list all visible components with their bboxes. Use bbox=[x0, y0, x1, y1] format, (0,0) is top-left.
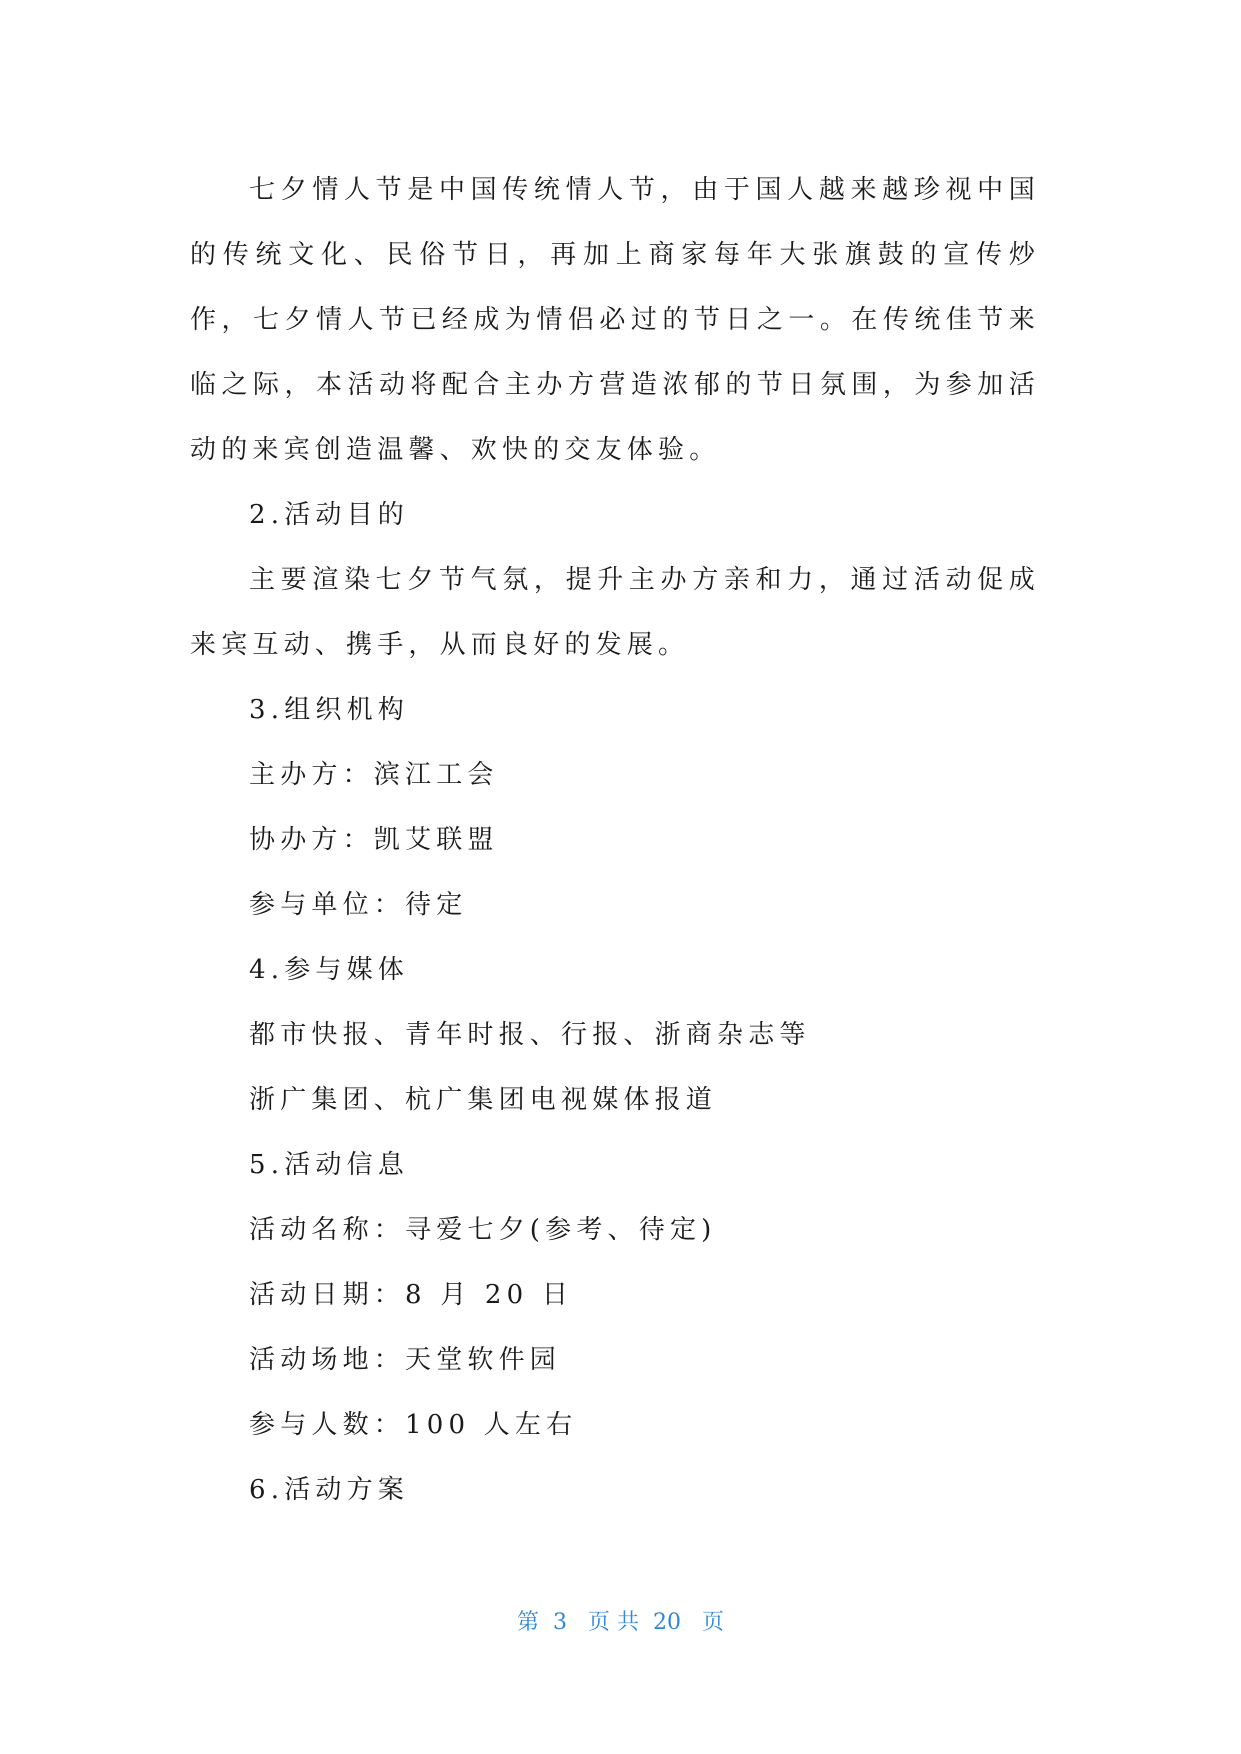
section-heading-purpose: 2.活动目的 bbox=[249, 500, 410, 530]
event-venue-line: 活动场地：天堂软件园 bbox=[249, 1345, 562, 1375]
co-organizer-line: 协办方：凯艾联盟 bbox=[249, 825, 499, 855]
media-print-line: 都市快报、青年时报、行报、浙商杂志等 bbox=[249, 1020, 811, 1050]
document-body bbox=[190, 158, 1040, 1523]
organizer-line: 主办方：滨江工会 bbox=[249, 760, 499, 790]
media-tv-line: 浙广集团、杭广集团电视媒体报道 bbox=[249, 1085, 718, 1115]
participant-units-line: 参与单位：待定 bbox=[249, 890, 468, 920]
event-date-line: 活动日期：8 月 20 日 bbox=[249, 1280, 574, 1310]
intro-paragraph: 七夕情人节是中国传统情人节，由于国人越来越珍视中国的传统文化、民俗节日，再加上商家每年大张旗鼓的宣传炒作，七夕情人节已经成为情侣必过的节日之一。在传统佳节来临之际，本活动将配合主办方营造浓郁的节日氛围，为参加活动的来宾创造温馨、欢快的交友体验。 bbox=[190, 175, 1040, 465]
purpose-paragraph: 主要渲染七夕节气氛，提升主办方亲和力，通过活动促成来宾互动、携手，从而良好的发展。 bbox=[190, 565, 1040, 660]
section-heading-plan: 6.活动方案 bbox=[249, 1475, 410, 1505]
event-name-line: 活动名称：寻爱七夕(参考、待定) bbox=[249, 1215, 717, 1245]
page-number-footer: 第 3 页 共 20 页 bbox=[517, 1610, 724, 1635]
event-headcount-line: 参与人数：100 人左右 bbox=[249, 1410, 578, 1440]
section-heading-event-info: 5.活动信息 bbox=[249, 1150, 410, 1180]
section-heading-organization: 3.组织机构 bbox=[249, 695, 410, 725]
section-heading-media: 4.参与媒体 bbox=[249, 955, 410, 985]
